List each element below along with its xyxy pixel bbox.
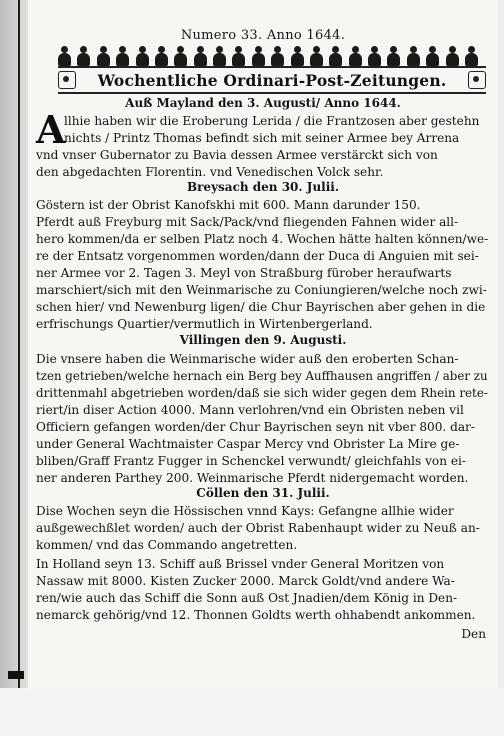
text-line: Pferdt auß Freyburg mit Sack/Pack/vnd fliegenden Fahnen wider all-	[36, 215, 459, 229]
ornament-icon	[58, 46, 71, 66]
ornament-icon	[194, 46, 207, 66]
ornament-icon	[310, 46, 323, 66]
page-gutter-shadow	[0, 0, 30, 690]
binding-edge	[18, 0, 20, 690]
ornament-icon	[446, 46, 459, 66]
text-line: schen hier/ vnd Newenburg ligen/ die Chur Bayrischen aber gehen in die	[36, 300, 486, 314]
masthead-title: Wochentliche Ordinari-Post-Zeitungen.	[97, 70, 447, 90]
ornament-icon	[349, 46, 362, 66]
ornament-icon	[368, 46, 381, 66]
text-line: den abgedachten Florentin. vnd Venedischen Volck sehr.	[36, 165, 384, 179]
ornament-row	[58, 44, 478, 66]
text-line: hero kommen/da er selben Platz noch 4. Wochen hätte halten können/we-	[36, 232, 489, 246]
text-line: vnd vnser Gubernator zu Bavia dessen Armee verstärckt sich von	[36, 148, 438, 162]
text-line: nichts / Printz Thomas befindt sich mit seiner Armee bey Arrena	[64, 131, 460, 145]
text-line: ner Armee vor 2. Tagen 3. Meyl von Straßburg fürober heraufwarts	[36, 266, 452, 280]
text-line: llhie haben wir die Eroberung Lerida / die Frantzosen aber gestehn	[64, 114, 480, 128]
text-line: riert/in diser Action 4000. Mann verlohren/vnd ein Obristen neben vil	[36, 403, 464, 417]
text-line: drittenmahl abgetrieben worden/daß sie sich wider gegen dem Rhein rete-	[36, 386, 488, 400]
issue-number: Numero 33. Anno 1644.	[180, 28, 346, 43]
text-line: Dise Wochen seyn die Hössischen vnnd Kays: Gefangne allhie wider	[36, 504, 454, 518]
text-line: außgewechßlet worden/ auch der Obrist Rabenhaupt wider zu Neuß an-	[36, 521, 480, 535]
drop-cap: A	[36, 107, 66, 152]
corner-ornament-icon	[468, 71, 486, 89]
ornament-icon	[271, 46, 284, 66]
text-line: Göstern ist der Obrist Kanofskhi mit 600. Mann darunder 150.	[36, 198, 421, 212]
text-line: under General Wachtmaister Caspar Mercy vnd Obrister La Mire ge-	[36, 437, 460, 451]
ornament-icon	[329, 46, 342, 66]
ornament-icon	[77, 46, 90, 66]
ornament-icon	[116, 46, 129, 66]
text-line: Die vnsere haben die Weinmarische wider auß den eroberten Schan-	[36, 352, 459, 366]
dateline: Villingen den 9. Augusti.	[179, 333, 347, 347]
corner-ornament-icon	[58, 71, 76, 89]
text-line: ren/wie auch das Schiff die Sonn auß Ost Jnadien/dem König in Den-	[36, 591, 458, 605]
ornament-icon	[407, 46, 420, 66]
ornament-icon	[97, 46, 110, 66]
text-line: kommen/ vnd das Commando angetretten.	[36, 538, 298, 552]
text-line: bliben/Graff Frantz Fugger in Schenckel verwundt/ gleichfahls von ei-	[36, 454, 466, 468]
text-line: Nassaw mit 8000. Kisten Zucker 2000. Marck Goldt/vnd andere Wa-	[36, 574, 455, 588]
catchword: Den	[461, 627, 486, 641]
ornament-icon	[252, 46, 265, 66]
ornament-icon	[155, 46, 168, 66]
scan-bottom-margin	[0, 688, 504, 736]
text-line: re der Entsatz vorgenommen worden/dann der Duca di Anguien mit sei-	[36, 249, 479, 263]
text-line: Officiern gefangen worden/der Chur Bayrischen seyn nit vber 800. dar-	[36, 420, 475, 434]
ornament-icon	[232, 46, 245, 66]
text-line: ner anderen Parthey 200. Weinmarische Pferdt nidergemacht worden.	[36, 471, 469, 485]
binding-mark	[8, 671, 24, 679]
ornament-icon	[174, 46, 187, 66]
ornament-icon	[291, 46, 304, 66]
dateline: Breysach den 30. Julii.	[186, 180, 340, 194]
ornament-icon	[426, 46, 439, 66]
text-line: nemarck gehörig/vnd 12. Thonnen Goldts werth ohhabendt ankommen.	[36, 608, 476, 622]
text-line: erfrischungs Quartier/vermutlich in Wirtenbergerland.	[36, 317, 373, 331]
dateline: Cöllen den 31. Julii.	[196, 486, 330, 500]
ornament-icon	[387, 46, 400, 66]
text-line: tzen getrieben/welche hernach ein Berg bey Auffhausen angriffen / aber zu	[36, 369, 488, 383]
ornament-icon	[213, 46, 226, 66]
newspaper-page	[28, 0, 498, 690]
text-line: marschiert/sich mit den Weinmarische zu Coniungieren/welche noch zwi-	[36, 283, 487, 297]
ornament-icon	[465, 46, 478, 66]
ornament-icon	[136, 46, 149, 66]
masthead	[58, 66, 486, 94]
text-line: In Holland seyn 13. Schiff auß Brissel vnder General Moritzen von	[36, 557, 445, 571]
dateline: Auß Mayland den 3. Augusti/ Anno 1644.	[125, 96, 401, 110]
